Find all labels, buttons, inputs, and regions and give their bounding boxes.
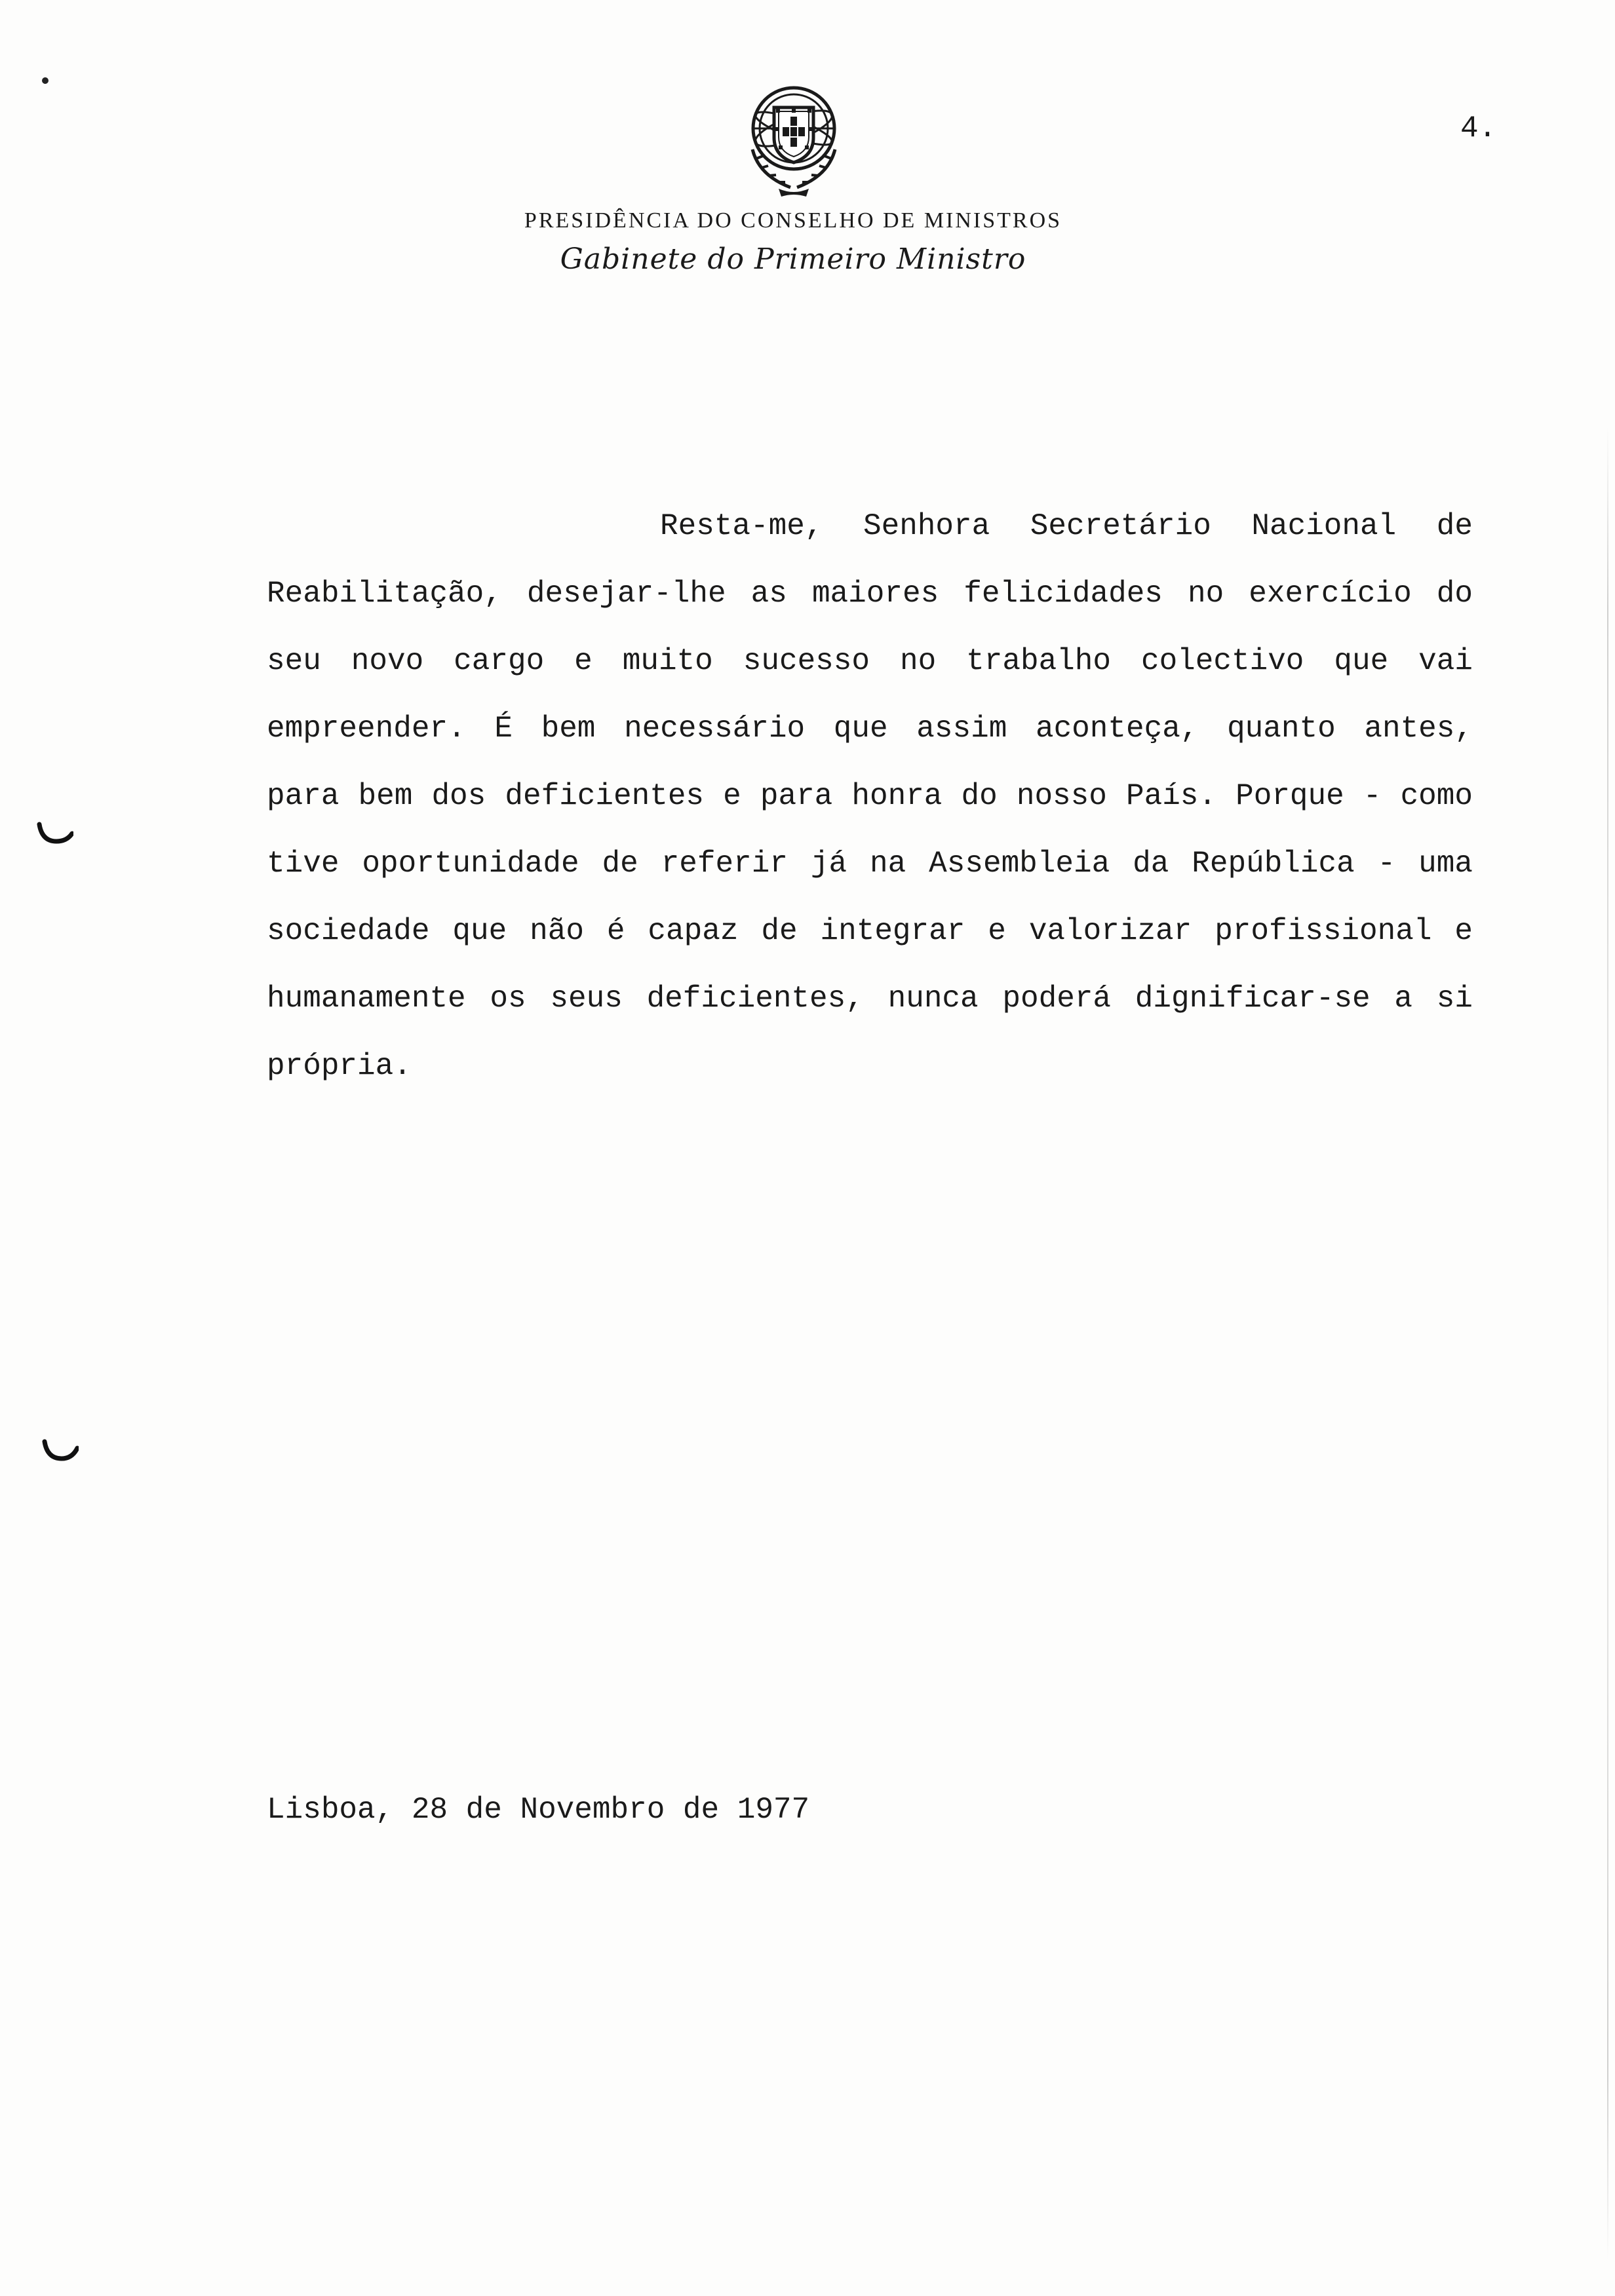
page-number: 4. xyxy=(1460,111,1497,145)
body-text xyxy=(267,493,1473,1100)
body-paragraph: Resta-me, Senhora Secretário Nacional de Reabilitação, desejar-lhe as maiores felicidades no exercício do seu novo cargo e muito sucesso no trabalho colectivo que vai empreender. É bem necessário que assim aconteça, quanto antes, para bem dos deficientes e para honra do nosso País. Porque - como tive oportunidade de referir já na Assembleia da República - uma sociedade que não é capaz de integrar e valorizar profissional e humanamente os seus deficientes, nunca poderá dignificar-se a si própria. xyxy=(267,509,1473,1083)
scan-edge-shadow xyxy=(1607,426,1608,2261)
ink-speck xyxy=(42,77,49,84)
coat-of-arms-icon xyxy=(733,77,855,199)
check-arc-icon xyxy=(37,822,73,845)
letterhead xyxy=(0,208,1586,276)
place-and-date: Lisboa, 28 de Novembro de 1977 xyxy=(267,1793,810,1827)
organization-name: PRESIDÊNCIA DO CONSELHO DE MINISTROS xyxy=(524,208,1062,233)
department-name: Gabinete do Primeiro Ministro xyxy=(560,242,1026,276)
check-arc-icon xyxy=(42,1439,79,1463)
